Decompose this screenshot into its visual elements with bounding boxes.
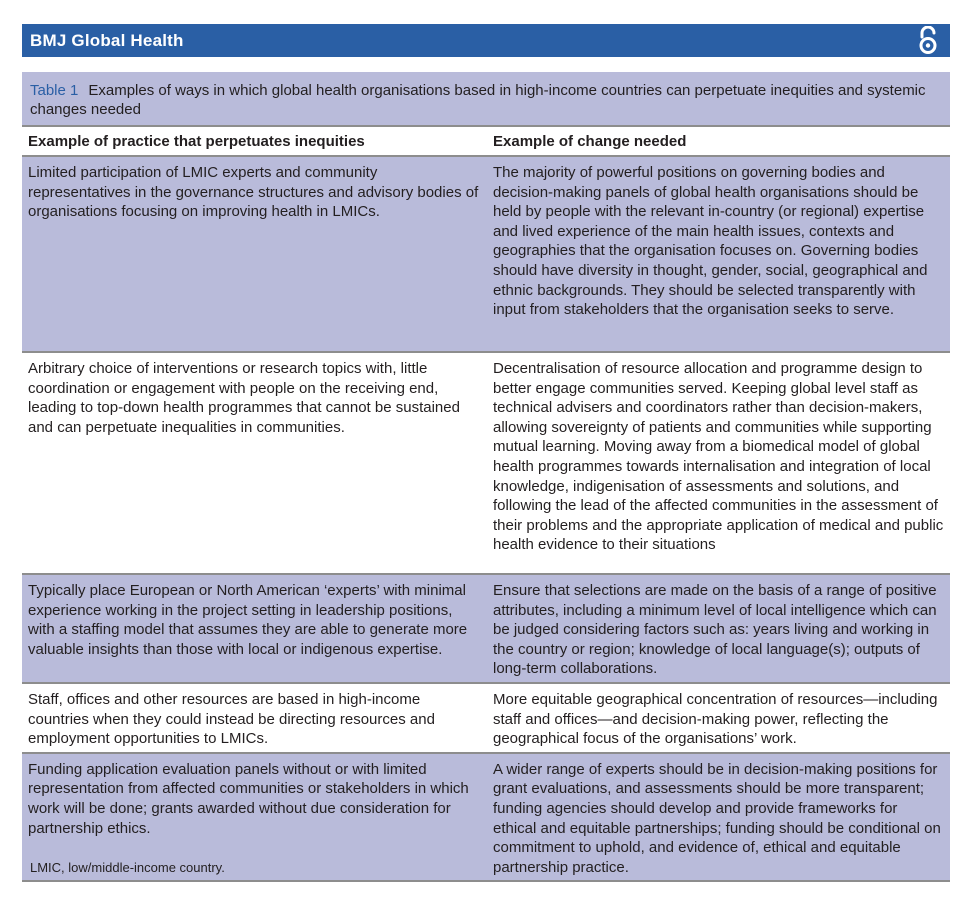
open-access-icon: [916, 26, 940, 56]
practice-cell: Funding application evaluation panels without or with limited representation from affected communities or stakeholders in which work will be done; grants awarded without due consideration for partnership ethics.: [22, 753, 487, 882]
journal-header-bar: [22, 24, 950, 57]
practice-cell: Staff, offices and other resources are based in high-income countries when they could instead be directing resources and employment opportunities to LMICs.: [22, 683, 487, 753]
change-cell: Ensure that selections are made on the basis of a range of positive attributes, including a minimum level of local intelligence which can be judged considering factors such as: years living and working in the country or region; knowledge of local language(s); outputs of long-term collaborations.: [487, 574, 950, 683]
column-header-practice: Example of practice that perpetuates inequities: [22, 127, 487, 156]
table-caption-text: Examples of ways in which global health organisations based in high-income countries can perpetuate inequities and systemic changes needed: [30, 82, 926, 118]
table-1: [22, 72, 950, 882]
practice-cell: Typically place European or North American ‘experts’ with minimal experience working in the project setting in leadership positions, with a staffing model that assumes they are able to generate more valuable insights than those with local or indigenous expertise.: [22, 574, 487, 683]
change-cell: Decentralisation of resource allocation and programme design to better engage communities served. Keeping global level staff as technical advisers and coordinators rather than decision-makers, allowing sovereignty of patients and communities while supporting mutual learning. Moving away from a biomedical model of global health programmes towards internalisation and integration of local knowledge, indigenisation of assessments and solutions, and following the lead of the affected communities in the assessment of their problems and the appropriate application of medical and public health evidence to their situations: [487, 352, 950, 574]
change-cell: The majority of powerful positions on governing bodies and decision-making panels of global health organisations should be held by people with the relevant in-country (or regional) expertise and lived experience of the main health issues, contexts and geographies that the organisation focuses on. Governing bodies should have diversity in thought, gender, social, geographical and ethnic backgrounds. They should be selected transparently with input from stakeholders that the organisation seeks to serve.: [487, 156, 950, 352]
table-caption: [22, 72, 950, 127]
column-header-change: Example of change needed: [487, 127, 950, 156]
table-row: [22, 352, 950, 574]
table-row: [22, 156, 950, 352]
table-row: [22, 683, 950, 753]
journal-title: BMJ Global Health: [30, 30, 184, 50]
table-header-row: [22, 127, 950, 156]
table-row: [22, 574, 950, 683]
practice-cell: Limited participation of LMIC experts and community representatives in the governance structures and advisory bodies of organisations focusing on improving health in LMICs.: [22, 156, 487, 352]
change-cell: A wider range of experts should be in decision-making positions for grant evaluations, and assessments should be more transparent; funding agencies should develop and provide frameworks for ethical and equitable partnerships; funding should be conditional on commitment to uphold, and evidence of, ethical and equitable partnership practice.: [487, 753, 950, 882]
change-cell: More equitable geographical concentration of resources—including staff and offices—and decision-making power, reflecting the geographical focus of the organisations’ work.: [487, 683, 950, 753]
practice-cell: Arbitrary choice of interventions or research topics with, little coordination or engagement with people on the receiving end, leading to top-down health programmes that cannot be sustained and can perpetuate inequalities in communities.: [22, 352, 487, 574]
inequities-table: [22, 127, 950, 882]
table-label: Table 1: [30, 82, 79, 99]
table-footnote: LMIC, low/middle-income country.: [30, 860, 225, 875]
